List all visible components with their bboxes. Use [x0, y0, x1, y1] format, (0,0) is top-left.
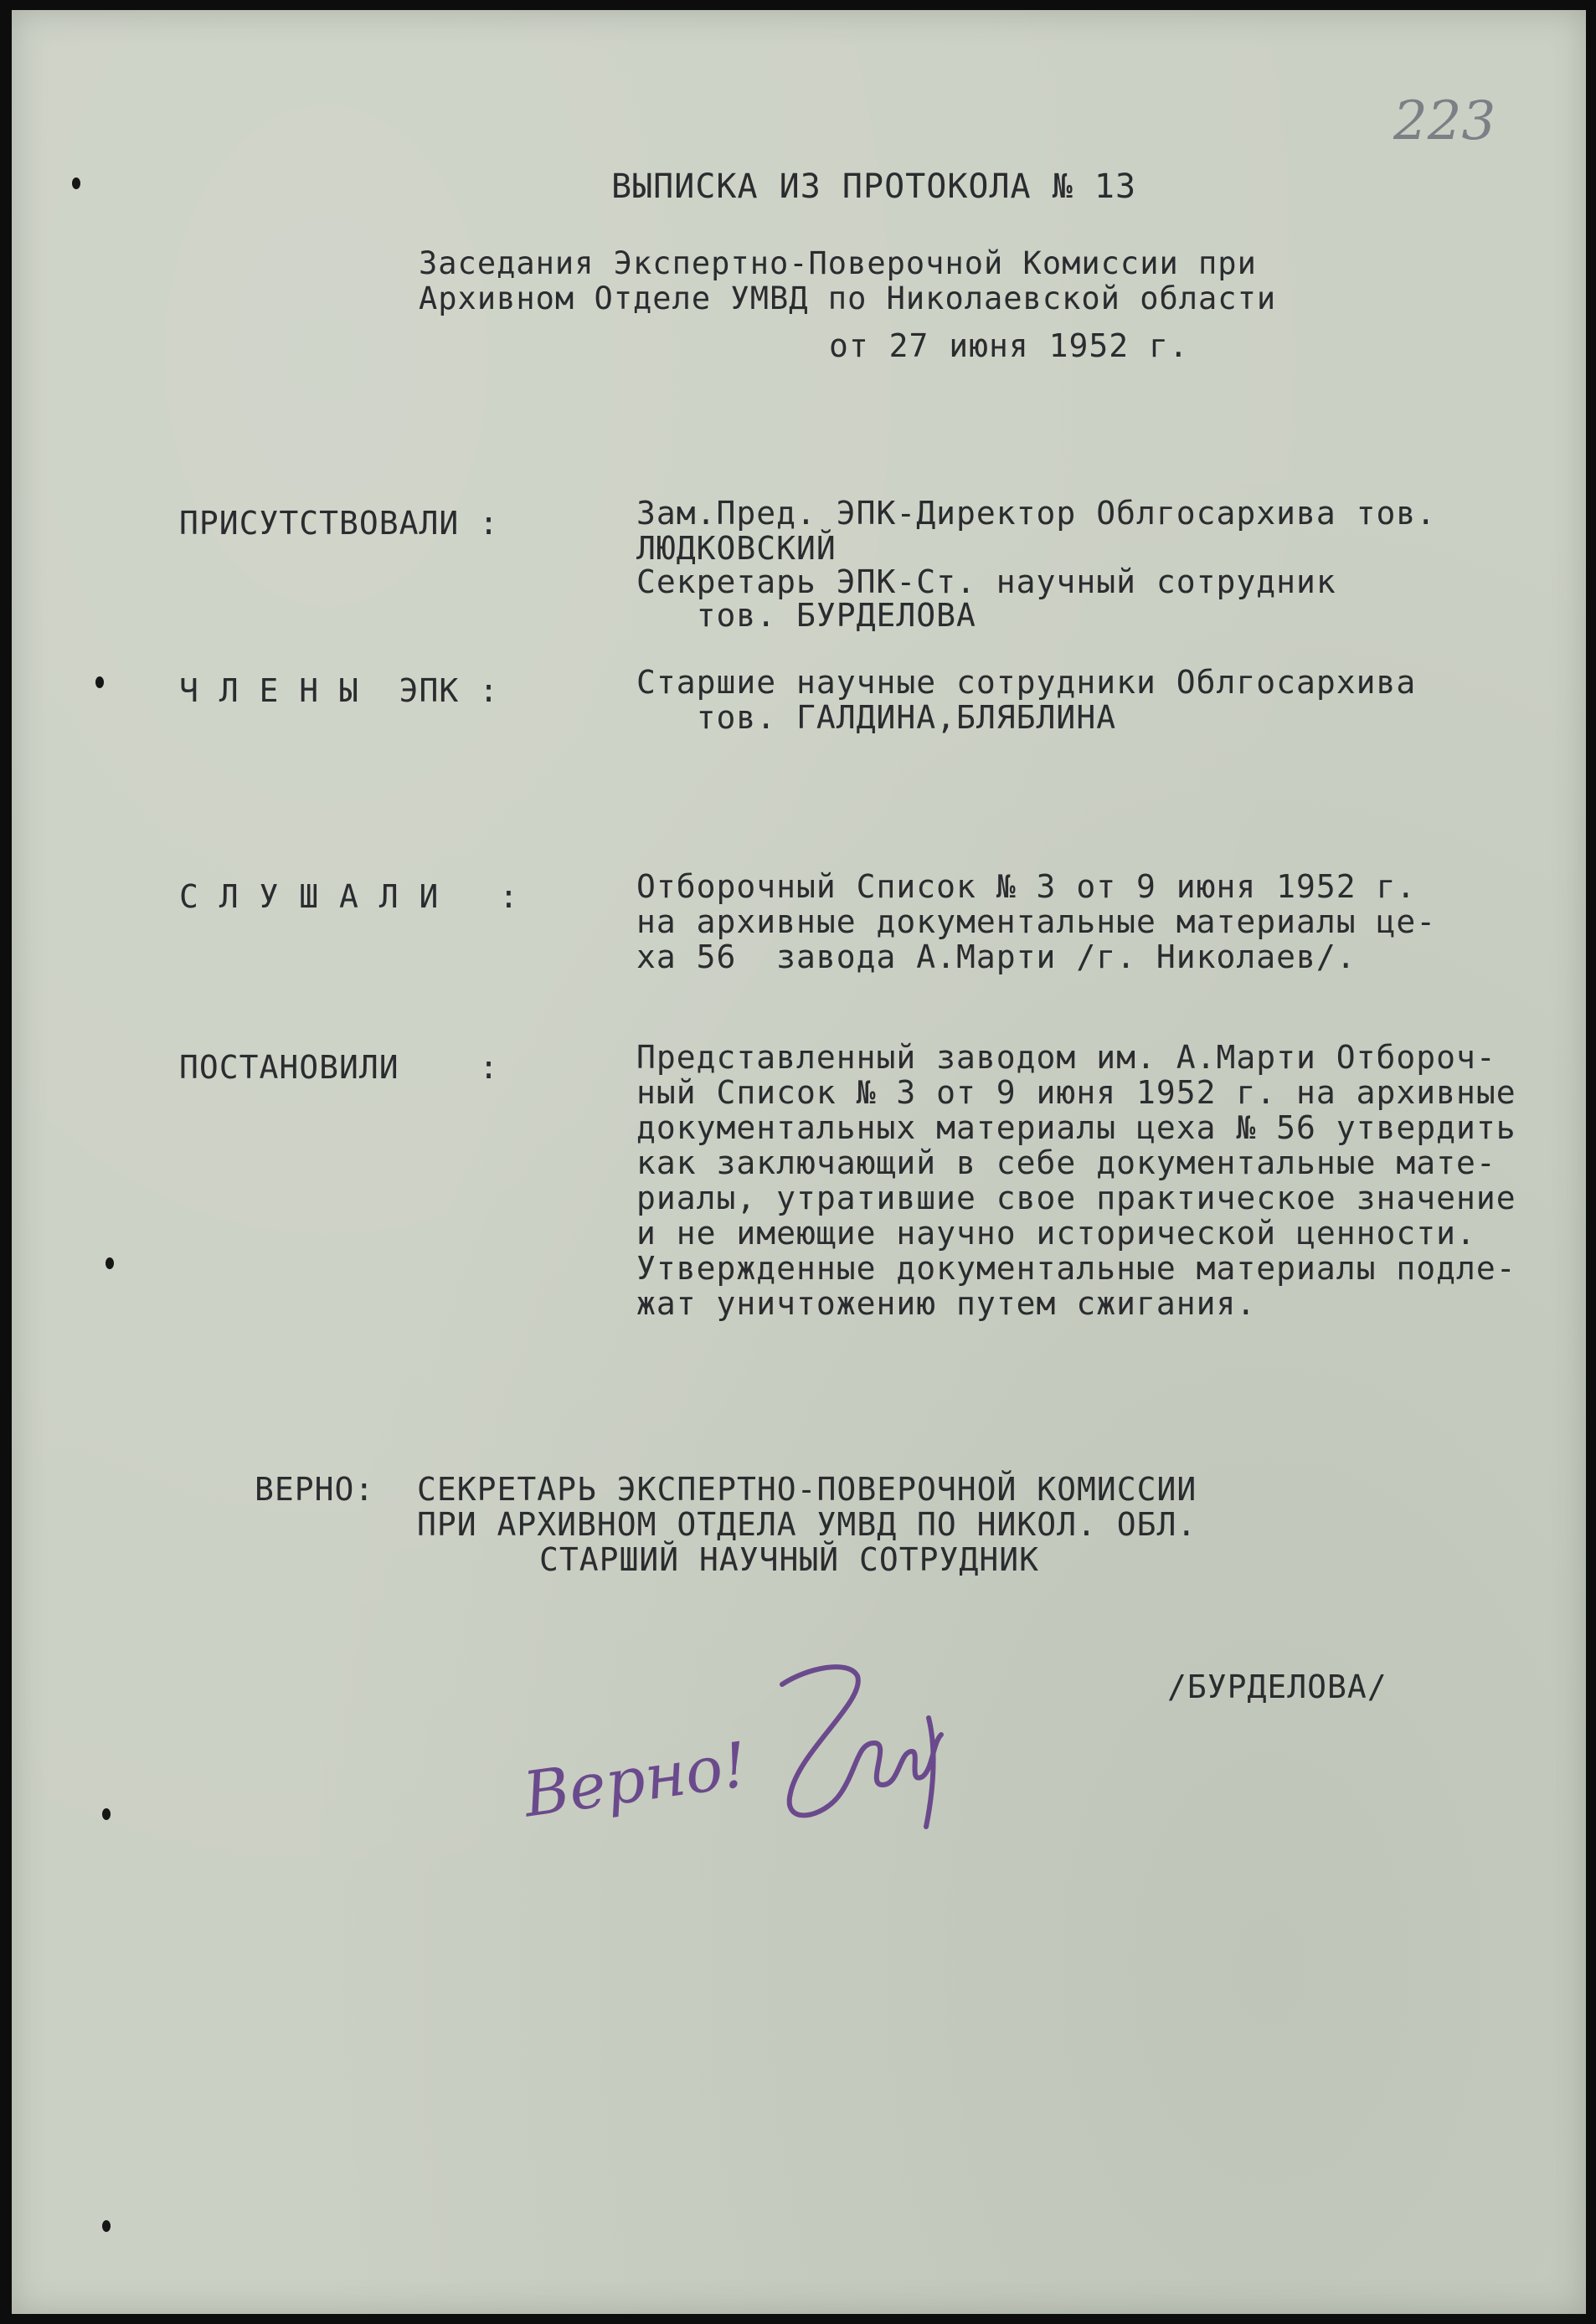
folio-number: [1385, 87, 1519, 154]
svg-text:Верно!: Верно!: [518, 1729, 752, 1832]
binding-mark: [95, 676, 104, 688]
document-page: [12, 10, 1586, 2314]
svg-text:223: 223: [1393, 90, 1496, 152]
section-line: тов. ГАЛДИНА,БЛЯБЛИНА: [636, 699, 1117, 736]
section-line: Секретарь ЭПК-Ст. научный сотрудник: [636, 563, 1336, 600]
certification-label: ВЕРНО:: [255, 1471, 375, 1508]
section-line: как заключающий в себе документальные мате-: [636, 1144, 1496, 1181]
section-line: Зам.Пред. ЭПК-Директор Облгосархива тов.: [636, 495, 1437, 532]
certification-line: СЕКРЕТАРЬ ЭКСПЕРТНО-ПОВЕРОЧНОЙ КОМИССИИ: [417, 1471, 1197, 1508]
section-line: ЛЮДКОВСКИЙ: [636, 530, 837, 567]
section-line: жат уничтожению путем сжигания.: [636, 1285, 1257, 1322]
section-label-present: ПРИСУТСТВОВАЛИ :: [179, 505, 500, 542]
binding-mark: [72, 177, 80, 189]
section-label-heard: С Л У Ш А Л И :: [179, 878, 519, 915]
section-line: документальных материалы цеха № 56 утвердить: [636, 1109, 1516, 1146]
document-title: ВЫПИСКА ИЗ ПРОТОКОЛА № 13: [611, 167, 1137, 206]
certification-line: ПРИ АРХИВНОМ ОТДЕЛА УМВД ПО НИКОЛ. ОБЛ.: [417, 1506, 1197, 1543]
signature: [732, 1651, 950, 1852]
section-line: Отборочный Список № 3 от 9 июня 1952 г.: [636, 868, 1417, 905]
binding-mark: [102, 1808, 111, 1820]
binding-mark: [106, 1257, 114, 1269]
signatory-name: /БУРДЕЛОВА/: [1167, 1668, 1387, 1705]
subtitle-line-1: Заседания Экспертно-Поверочной Комиссии при: [419, 245, 1257, 281]
certification-line: СТАРШИЙ НАУЧНЫЙ СОТРУДНИК: [539, 1541, 1039, 1578]
section-line: Старшие научные сотрудники Облгосархива: [636, 664, 1417, 701]
section-line: риалы, утратившие свое практическое значение: [636, 1180, 1516, 1216]
section-line: тов. БУРДЕЛОВА: [636, 597, 976, 634]
handwritten-verno: [506, 1710, 757, 1843]
section-line: на архивные документальные материалы це-: [636, 903, 1437, 940]
section-label-members: Ч Л Е Н Ы ЭПК :: [179, 672, 500, 709]
section-line: Утвержденные документальные материалы подле-: [636, 1250, 1516, 1287]
section-line: ха 56 завода А.Марти /г. Николаев/.: [636, 938, 1357, 975]
section-line: ный Список № 3 от 9 июня 1952 г. на архивные: [636, 1074, 1516, 1111]
section-line: и не имеющие научно исторической ценности.: [636, 1215, 1476, 1252]
meeting-date: от 27 июня 1952 г.: [829, 327, 1189, 364]
binding-mark: [102, 2220, 111, 2232]
section-line: Представленный заводом им. А.Марти Отбороч-: [636, 1039, 1496, 1076]
subtitle-line-2: Архивном Отделе УМВД по Николаевской области: [419, 280, 1277, 316]
section-label-resolved: ПОСТАНОВИЛИ :: [179, 1049, 500, 1086]
